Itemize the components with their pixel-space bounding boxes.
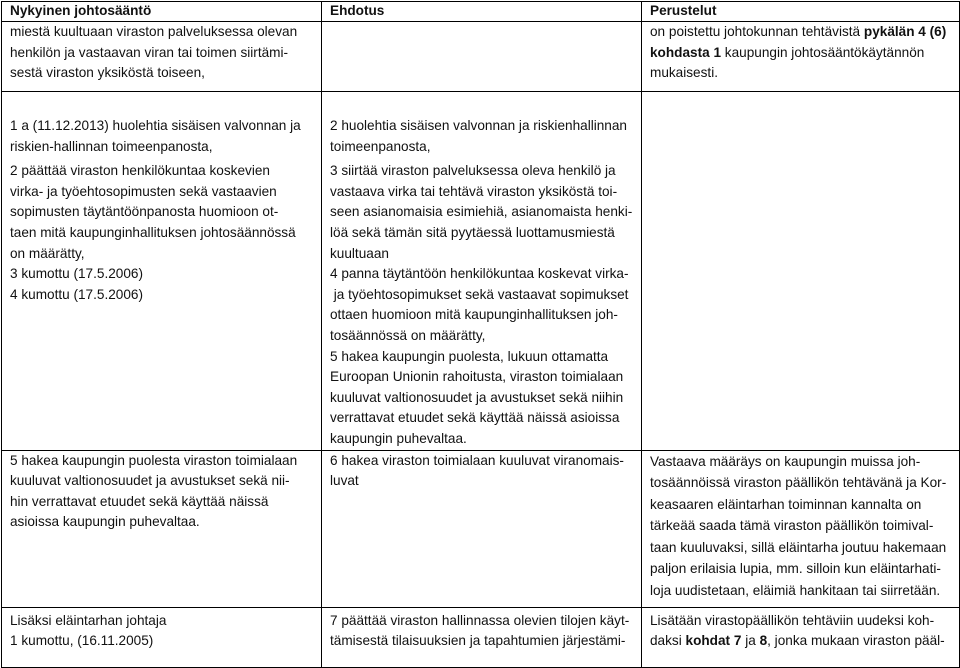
text-line: miestä kuultuaan viraston palveluksessa olevan xyxy=(10,24,298,39)
text-line: toimeenpanosta, xyxy=(330,138,431,154)
table-row xyxy=(2,22,960,92)
text-line: 1 a (11.12.2013) huolehtia sisäisen valvonnan ja xyxy=(10,118,301,133)
reason-cell xyxy=(642,607,960,667)
text-span: kaupungin johtosääntökäytännön xyxy=(721,44,925,60)
text-line: 2 huolehtia sisäisen valvonnan ja riskienhallinnan xyxy=(330,118,627,133)
current-cell xyxy=(2,607,322,667)
text-line: löä sekä tämän sitä pyytäessä luottamusmiestä xyxy=(330,224,615,240)
text-line: 3 kumottu (17.5.2006) xyxy=(10,266,143,282)
reason-cell xyxy=(642,22,960,92)
text-line: riskien-hallinnan toimeenpanosta, xyxy=(10,138,213,154)
text-line: kuultuaan xyxy=(330,245,389,261)
text-line: 7 päättää viraston hallinnassa olevien tilojen käyt- xyxy=(330,612,630,628)
text-line: tämisestä tilaisuuksien ja tapahtumien järjestämi- xyxy=(330,633,626,649)
text-line: 1 kumottu, (16.11.2005) xyxy=(10,633,154,649)
header-proposal: Ehdotus xyxy=(322,2,642,22)
bold-ref: kohdasta 1 xyxy=(650,44,722,60)
text-line: Lisäksi eläintarhan johtaja xyxy=(10,612,167,628)
text-span: ja xyxy=(741,633,760,649)
text-line: 4 panna täytäntöön henkilökuntaa koskevat virka- xyxy=(330,266,629,282)
text-line: taan kuuluvaksi, sillä eläintarha joutuu hakemaan xyxy=(650,539,947,555)
text-line: asioissa kaupungin puhevaltaa. xyxy=(10,514,200,530)
text-line: ottaen huomioon mitä kaupunginhallituksen joh- xyxy=(330,307,618,323)
text-line: Euroopan Unionin rahoitusta, viraston toimialaan xyxy=(330,369,624,385)
text-span: daksi xyxy=(650,633,686,649)
text-line: paljon erilaisia lupia, mm. silloin kun eläintarhati- xyxy=(650,561,941,577)
text-line: on määrätty, xyxy=(10,245,85,261)
text-line xyxy=(650,22,955,43)
text-line: 3 siirtää viraston palveluksessa oleva henkilö ja xyxy=(330,163,616,179)
text-line: hin verrattavat etuudet sekä käyttää näissä xyxy=(10,493,269,509)
proposal-cell xyxy=(322,22,642,92)
text-line: loja uudistetaan, eläimiä hankitaan tai siirretään. xyxy=(650,583,941,599)
current-cell xyxy=(2,450,322,607)
bold-ref: kohdat 7 xyxy=(685,633,742,649)
text-line: sopimusten täytäntöönpanosta huomioon ot- xyxy=(10,204,279,220)
bold-ref: pykälän 4 (6) xyxy=(863,24,947,39)
text-line: 6 hakea viraston toimialaan kuuluvat viranomais- xyxy=(330,452,624,468)
bold-ref: 8 xyxy=(759,633,768,649)
comparison-table xyxy=(1,1,960,668)
text-line: virka- ja työehtosopimusten sekä vastaavien xyxy=(10,183,277,199)
header-reason: Perustelut xyxy=(642,2,960,22)
text-span: on poistettu johtokunnan tehtävistä xyxy=(650,24,864,39)
table-row xyxy=(2,607,960,667)
current-cell xyxy=(2,22,322,92)
text-line: kuuluvat valtionosuudet ja avustukset sekä niihin xyxy=(330,389,624,405)
proposal-cell xyxy=(322,450,642,607)
table-row xyxy=(2,92,960,451)
text-line: sestä viraston yksiköstä toiseen, xyxy=(10,65,205,81)
text-line: henkilön ja vastaavan viran tai toimen siirtämi- xyxy=(10,44,289,60)
text-line: kuuluvat valtionosuudet ja avustukset sekä nii- xyxy=(10,473,290,489)
text-line: taen mitä kaupunginhallituksen johtosäännössä xyxy=(10,224,296,240)
header-current: Nykyinen johtosääntö xyxy=(2,2,322,22)
current-cell xyxy=(2,92,322,451)
proposal-cell xyxy=(322,607,642,667)
table-row xyxy=(2,450,960,607)
text-line: verrattavat etuudet sekä käyttää näissä asioissa xyxy=(330,410,620,426)
text-line: 5 hakea kaupungin puolesta viraston toimialaan xyxy=(10,452,298,468)
proposal-cell xyxy=(322,92,642,451)
text-line: 2 päättää viraston henkilökuntaa koskevien xyxy=(10,163,270,179)
text-line: 5 hakea kaupungin puolesta, lukuun ottamatta xyxy=(330,348,609,364)
text-line: tosäännöissä viraston päällikön tehtävänä ja Kor- xyxy=(650,475,947,491)
text-line: Vastaava määräys on kaupungin muissa joh- xyxy=(650,453,921,469)
text-line: keasaaren eläintarhan toiminnan kannalta on xyxy=(650,496,922,512)
text-line: vastaava virka tai tehtävä viraston yksiköstä toi- xyxy=(330,183,618,199)
reason-cell xyxy=(642,92,960,451)
header-row xyxy=(2,2,960,22)
text-line: kaupungin puhevaltaa. xyxy=(330,430,467,446)
reason-cell xyxy=(642,450,960,607)
text-line: seen asianomaisia esimiehiä, asianomaista henki- xyxy=(330,204,633,220)
text-line: ja työehtosopimukset sekä vastaavat sopimukset xyxy=(330,286,629,302)
text-line: tosäännössä on määrätty, xyxy=(330,327,486,343)
text-line xyxy=(650,43,955,64)
text-line: mukaisesti. xyxy=(650,65,718,81)
text-line: luvat xyxy=(330,473,359,489)
text-line: tärkeää saada tämä viraston päällikön toimival- xyxy=(650,518,934,534)
text-line: 4 kumottu (17.5.2006) xyxy=(10,286,143,302)
text-span: , jonka mukaan viraston pääl- xyxy=(767,633,945,649)
text-line: Lisätään virastopäällikön tehtäviin uudeksi koh- xyxy=(650,612,935,628)
